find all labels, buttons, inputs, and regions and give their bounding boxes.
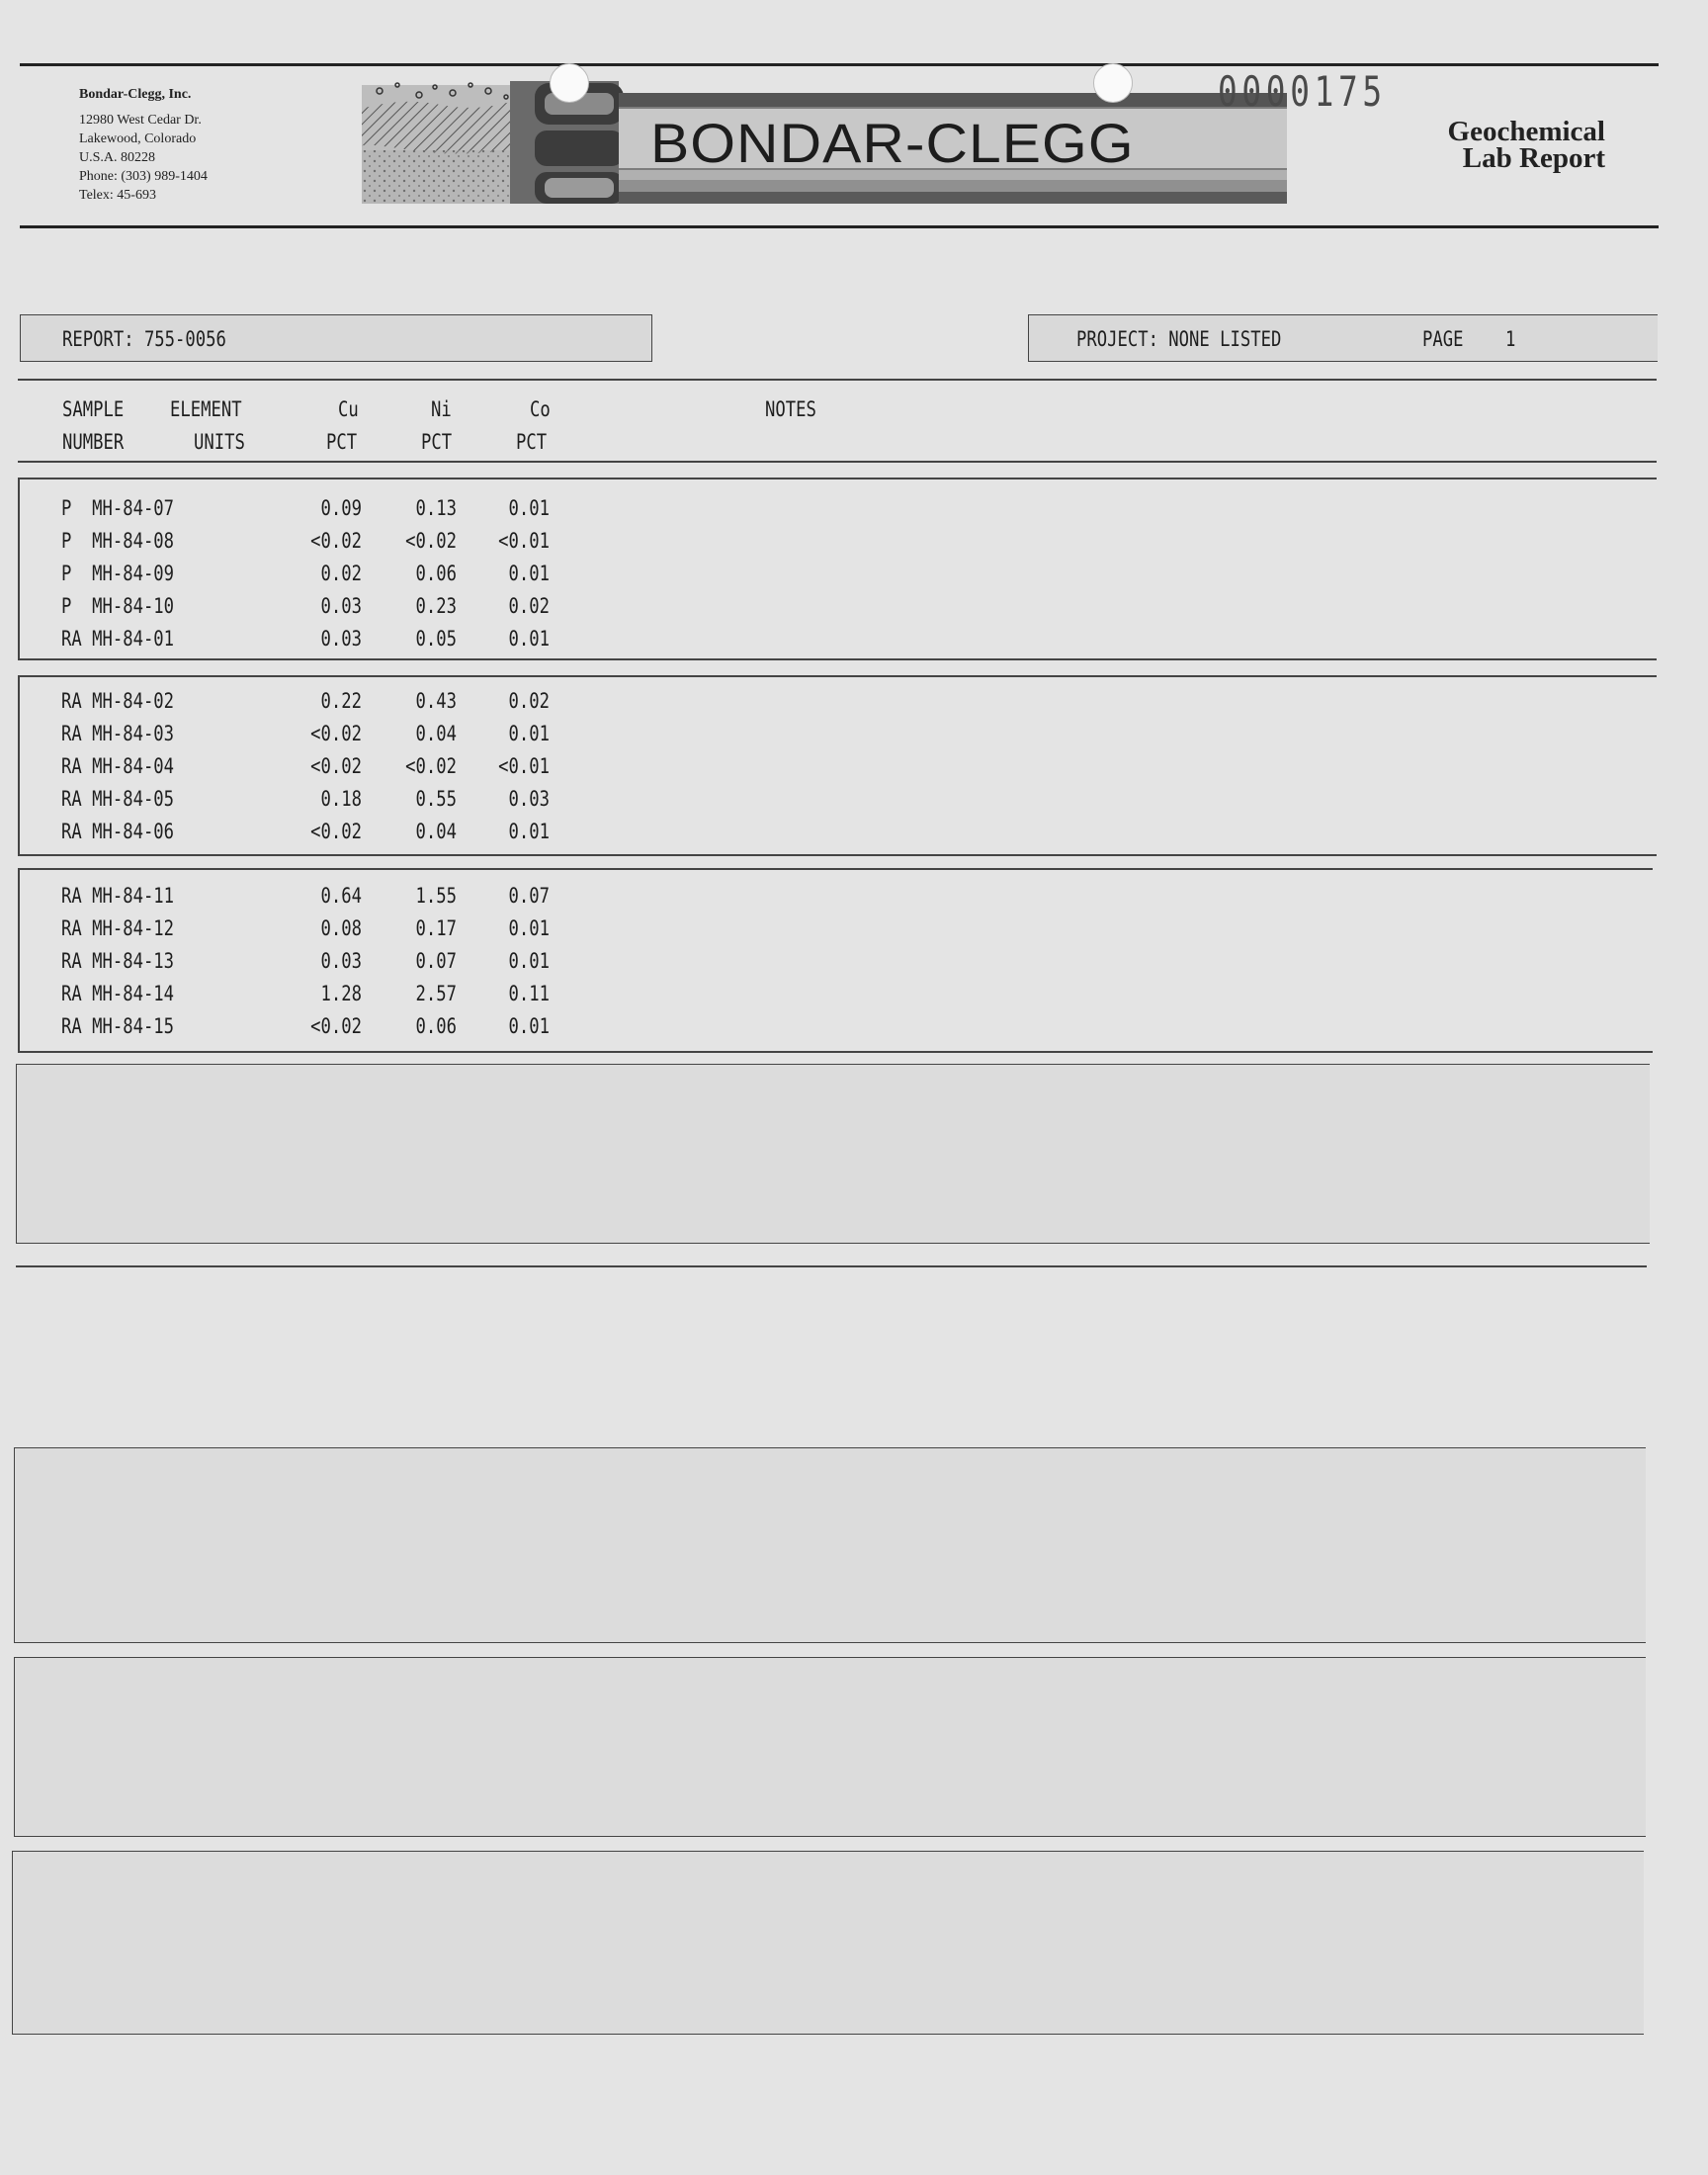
sample-number: RA MH-84-06 bbox=[61, 820, 175, 843]
co-value: 0.07 bbox=[508, 884, 550, 908]
group1-left-rule bbox=[18, 478, 20, 659]
company-address-block bbox=[79, 85, 208, 205]
address-line: U.S.A. 80228 bbox=[79, 150, 156, 165]
table-row bbox=[59, 949, 613, 982]
address-line: 12980 West Cedar Dr. bbox=[79, 113, 202, 128]
table-row bbox=[59, 1014, 613, 1047]
ni-value: <0.02 bbox=[405, 529, 457, 553]
report-number: REPORT: 755-0056 bbox=[62, 327, 226, 351]
page-label: PAGE bbox=[1422, 327, 1464, 351]
report-number-box bbox=[20, 314, 652, 362]
divider-rule bbox=[16, 1265, 1647, 1267]
sample-number: RA MH-84-05 bbox=[61, 787, 175, 811]
cu-value: 0.18 bbox=[320, 787, 362, 811]
ni-value: 0.06 bbox=[415, 562, 457, 585]
sample-number: RA MH-84-12 bbox=[61, 916, 175, 940]
co-value: 0.01 bbox=[508, 722, 550, 745]
ni-value: 0.55 bbox=[415, 787, 457, 811]
col-sample-line1: SAMPLE bbox=[62, 397, 125, 421]
ni-value: <0.02 bbox=[405, 754, 457, 778]
cu-value: 0.03 bbox=[320, 949, 362, 973]
sample-number: P MH-84-08 bbox=[61, 529, 175, 553]
header-band-bottom bbox=[18, 461, 1657, 463]
cu-value: 0.03 bbox=[320, 594, 362, 618]
col-sample-line2: NUMBER bbox=[62, 430, 125, 454]
table-row bbox=[59, 689, 613, 722]
empty-group-panel bbox=[14, 1447, 1646, 1643]
group3-top-rule bbox=[18, 868, 1653, 870]
report-title-line2: Lab Report bbox=[1462, 142, 1605, 174]
col-element-line1: ELEMENT bbox=[170, 397, 242, 421]
cu-value: <0.02 bbox=[310, 529, 362, 553]
report-title-line1: Geochemical bbox=[1447, 116, 1605, 147]
cu-value: <0.02 bbox=[310, 754, 362, 778]
cu-value: 0.08 bbox=[320, 916, 362, 940]
header-top-rule bbox=[20, 63, 1659, 66]
ni-value: 0.04 bbox=[415, 722, 457, 745]
empty-group-panel bbox=[16, 1064, 1650, 1244]
empty-group-panel bbox=[12, 1851, 1644, 2035]
ni-value: 1.55 bbox=[415, 884, 457, 908]
cu-value: 0.02 bbox=[320, 562, 362, 585]
co-value: 0.11 bbox=[508, 982, 550, 1005]
table-row bbox=[59, 594, 613, 627]
sample-number: RA MH-84-01 bbox=[61, 627, 175, 651]
table-row bbox=[59, 562, 613, 594]
sample-number: RA MH-84-04 bbox=[61, 754, 175, 778]
header-bottom-rule bbox=[20, 225, 1659, 228]
sample-number: RA MH-84-14 bbox=[61, 982, 175, 1005]
ni-value: 0.17 bbox=[415, 916, 457, 940]
ni-value: 0.05 bbox=[415, 627, 457, 651]
sample-number: RA MH-84-15 bbox=[61, 1014, 175, 1038]
co-value: 0.01 bbox=[508, 496, 550, 520]
cu-value: 1.28 bbox=[320, 982, 362, 1005]
table-row bbox=[59, 529, 613, 562]
cu-value: 0.22 bbox=[320, 689, 362, 713]
group3-left-rule bbox=[18, 868, 20, 1052]
co-value: 0.01 bbox=[508, 916, 550, 940]
report-title bbox=[1394, 116, 1605, 174]
header-band-top bbox=[18, 379, 1657, 381]
cu-value: <0.02 bbox=[310, 1014, 362, 1038]
address-line: Telex: 45-693 bbox=[79, 188, 156, 203]
cu-value: <0.02 bbox=[310, 722, 362, 745]
sample-number: RA MH-84-03 bbox=[61, 722, 175, 745]
table-row bbox=[59, 722, 613, 754]
empty-group-panel bbox=[14, 1657, 1646, 1837]
col-co-line2: PCT bbox=[516, 430, 548, 454]
binder-hole-right bbox=[1093, 63, 1133, 103]
cu-value: 0.03 bbox=[320, 627, 362, 651]
co-value: 0.01 bbox=[508, 949, 550, 973]
cu-value: 0.64 bbox=[320, 884, 362, 908]
co-value: <0.01 bbox=[498, 754, 550, 778]
table-row bbox=[59, 884, 613, 916]
binder-hole-left bbox=[550, 63, 589, 103]
table-row bbox=[59, 496, 613, 529]
company-name: Bondar-Clegg, Inc. bbox=[79, 87, 192, 102]
table-row bbox=[59, 787, 613, 820]
table-row bbox=[59, 982, 613, 1014]
project-name: PROJECT: NONE LISTED bbox=[1076, 327, 1282, 351]
ni-value: 0.43 bbox=[415, 689, 457, 713]
ni-value: 2.57 bbox=[415, 982, 457, 1005]
co-value: 0.01 bbox=[508, 562, 550, 585]
ni-value: 0.07 bbox=[415, 949, 457, 973]
col-cu-line1: Cu bbox=[338, 397, 359, 421]
sample-number: RA MH-84-02 bbox=[61, 689, 175, 713]
group2-bottom-rule bbox=[18, 854, 1657, 856]
table-row bbox=[59, 820, 613, 852]
address-line: Lakewood, Colorado bbox=[79, 131, 197, 146]
col-ni-line1: Ni bbox=[431, 397, 452, 421]
co-value: 0.01 bbox=[508, 820, 550, 843]
ni-value: 0.04 bbox=[415, 820, 457, 843]
project-box bbox=[1028, 314, 1658, 362]
sample-number: RA MH-84-13 bbox=[61, 949, 175, 973]
group3-bottom-rule bbox=[18, 1051, 1653, 1053]
col-ni-line2: PCT bbox=[421, 430, 453, 454]
col-co-line1: Co bbox=[530, 397, 551, 421]
co-value: 0.02 bbox=[508, 689, 550, 713]
address-line: Phone: (303) 989-1404 bbox=[79, 169, 208, 184]
sample-number: P MH-84-09 bbox=[61, 562, 175, 585]
col-notes: NOTES bbox=[765, 397, 816, 421]
ni-value: 0.06 bbox=[415, 1014, 457, 1038]
sample-number: RA MH-84-11 bbox=[61, 884, 175, 908]
co-value: 0.02 bbox=[508, 594, 550, 618]
ni-value: 0.23 bbox=[415, 594, 457, 618]
page-number: 1 bbox=[1505, 327, 1516, 351]
co-value: 0.01 bbox=[508, 627, 550, 651]
document-number: 0000175 bbox=[1218, 67, 1387, 116]
table-row bbox=[59, 916, 613, 949]
table-row bbox=[59, 754, 613, 787]
group1-top-rule bbox=[18, 478, 1657, 479]
group2-left-rule bbox=[18, 675, 20, 855]
ni-value: 0.13 bbox=[415, 496, 457, 520]
group2-top-rule bbox=[18, 675, 1657, 677]
sample-number: P MH-84-07 bbox=[61, 496, 175, 520]
cu-value: <0.02 bbox=[310, 820, 362, 843]
co-value: 0.01 bbox=[508, 1014, 550, 1038]
sample-number: P MH-84-10 bbox=[61, 594, 175, 618]
logo-wordmark: BONDAR-CLEGG bbox=[650, 112, 1135, 174]
co-value: <0.01 bbox=[498, 529, 550, 553]
cu-value: 0.09 bbox=[320, 496, 362, 520]
table-row bbox=[59, 627, 613, 659]
co-value: 0.03 bbox=[508, 787, 550, 811]
col-element-line2: UNITS bbox=[194, 430, 245, 454]
col-cu-line2: PCT bbox=[326, 430, 358, 454]
bondar-clegg-logo bbox=[362, 79, 1287, 204]
